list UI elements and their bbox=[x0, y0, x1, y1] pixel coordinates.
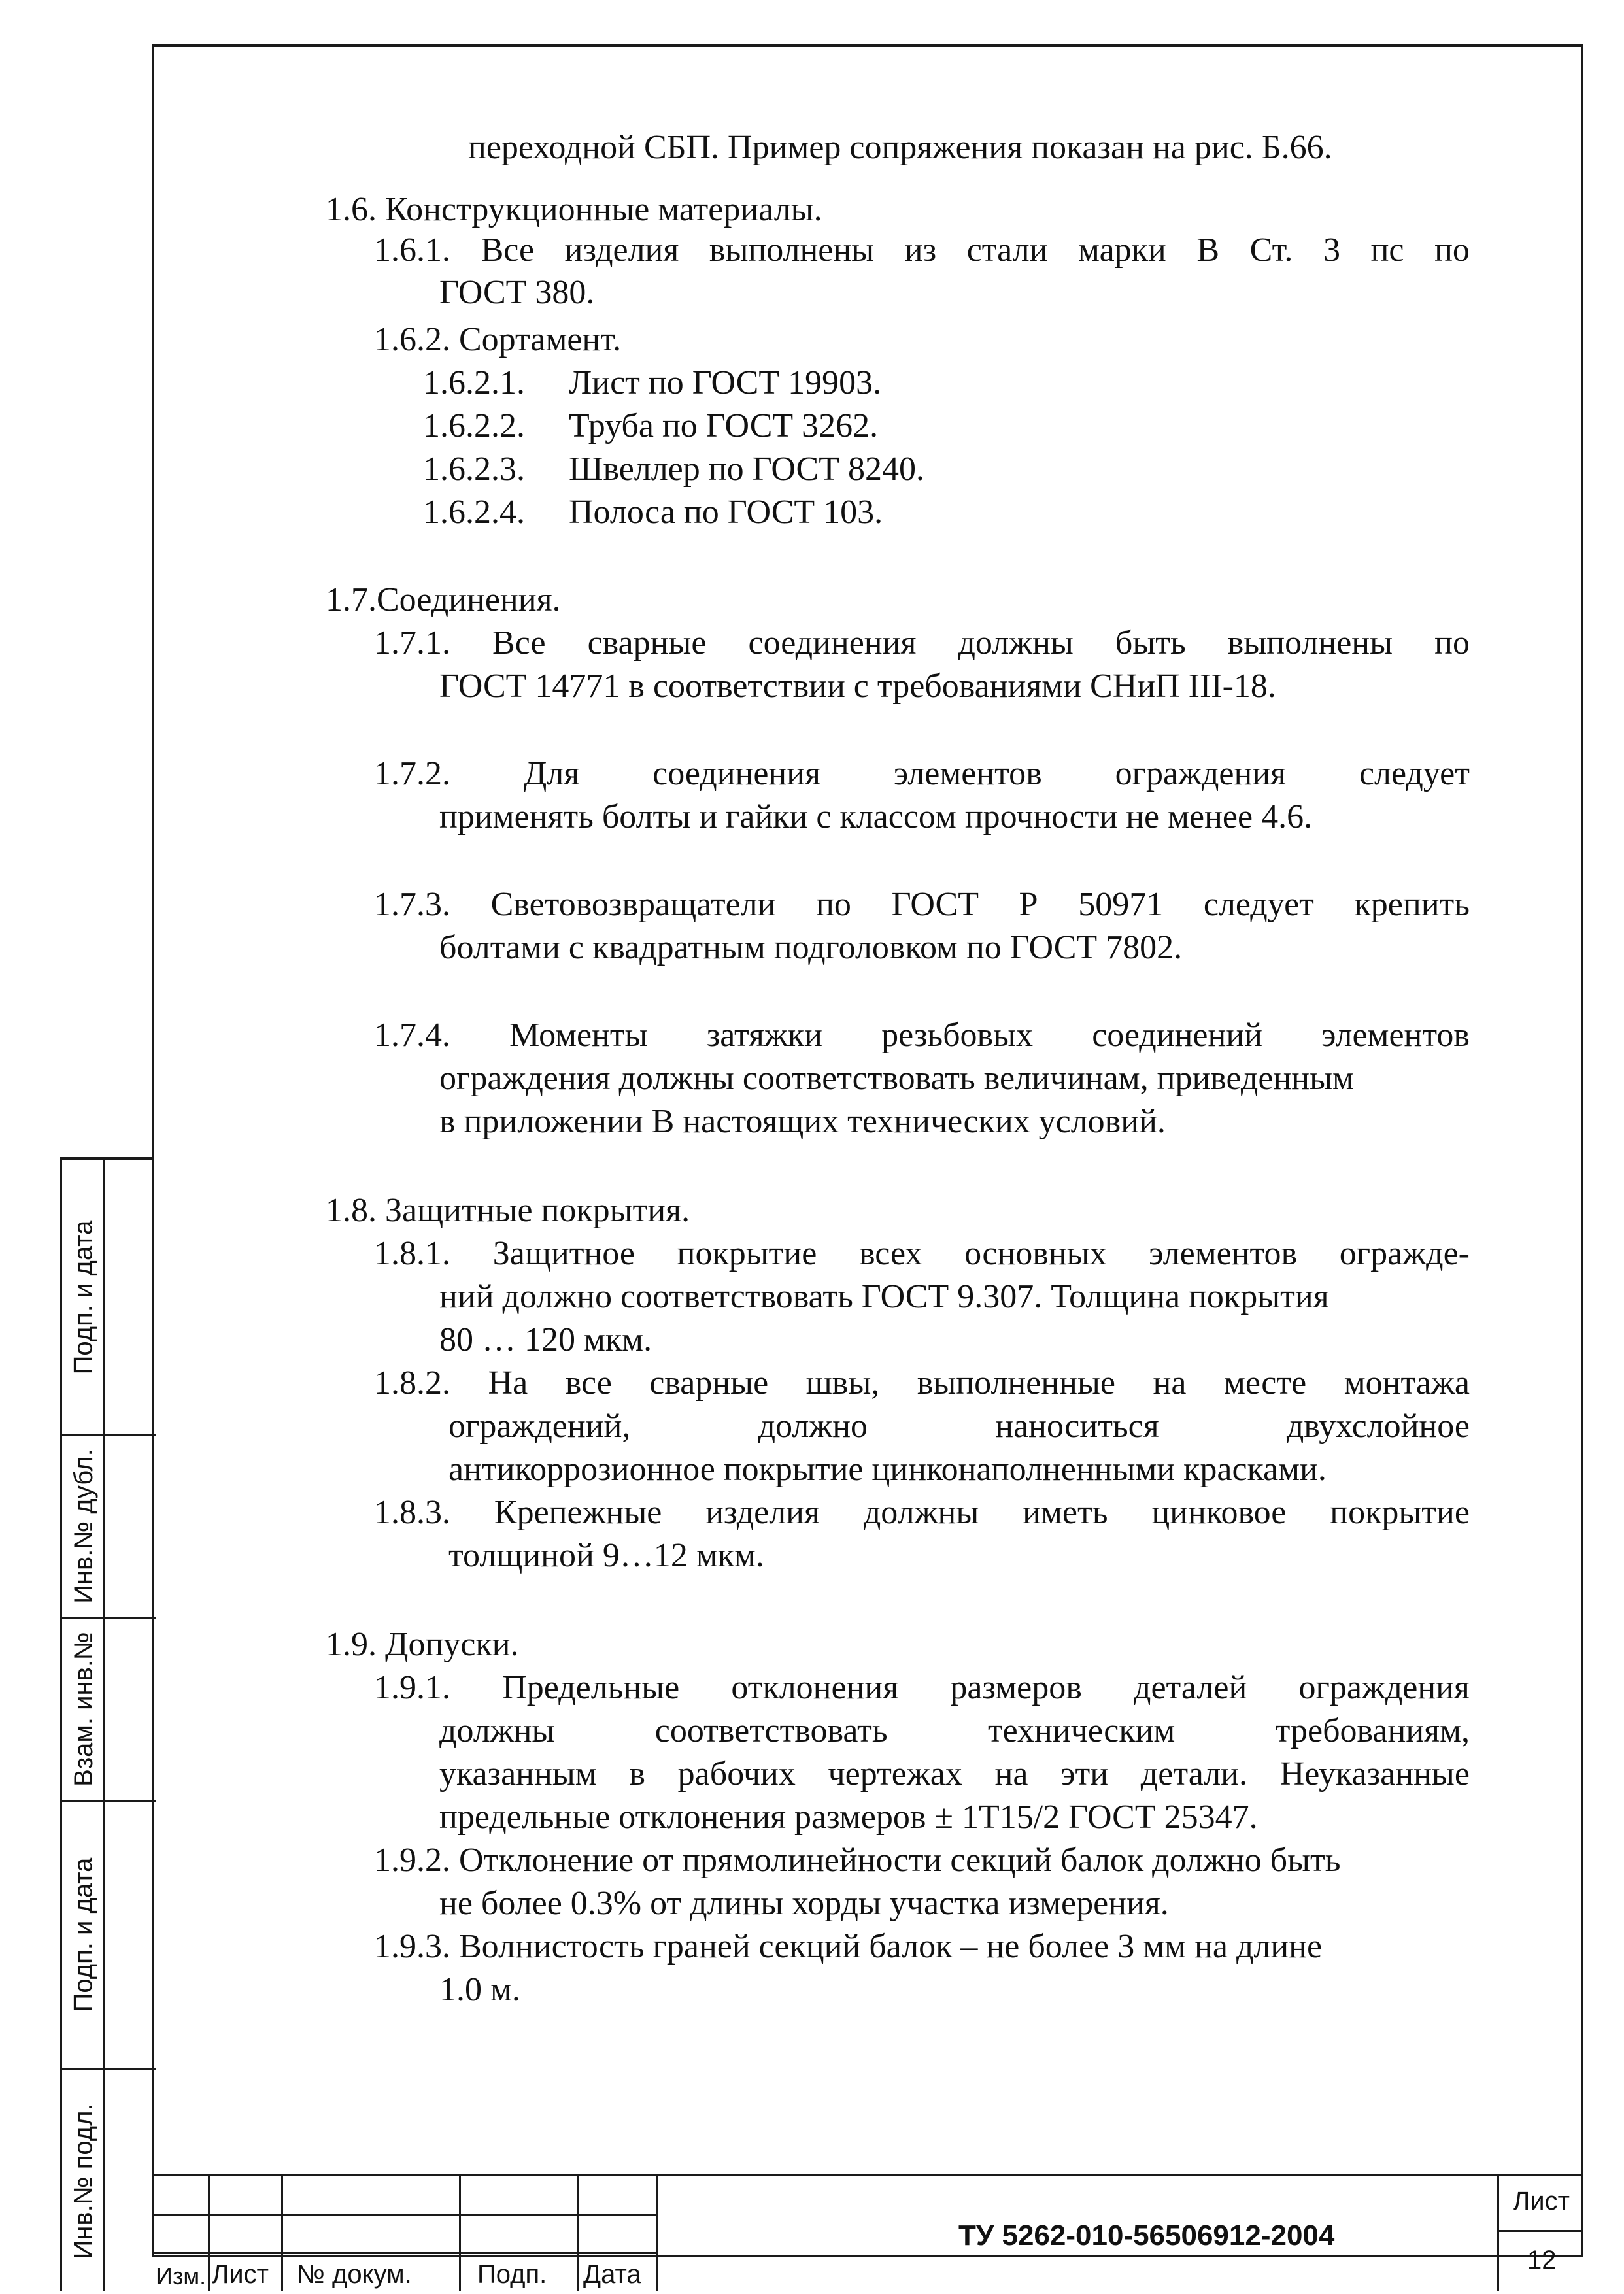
word: соединений bbox=[1092, 1017, 1262, 1054]
word: наноситься bbox=[995, 1408, 1159, 1445]
section-1-7-heading: 1.7.Соединения. bbox=[326, 581, 561, 618]
word: выполнены bbox=[1227, 624, 1393, 662]
section-1-9-heading: 1.9. Допуски. bbox=[326, 1626, 519, 1663]
word: швы, bbox=[805, 1364, 880, 1402]
title-block-rule bbox=[154, 2252, 656, 2254]
label-n-dokum: № докум. bbox=[297, 2260, 412, 2289]
word: 3 bbox=[1323, 231, 1340, 269]
word: должны bbox=[863, 1494, 979, 1531]
word: изделия bbox=[705, 1494, 820, 1531]
word: эти bbox=[1060, 1755, 1109, 1793]
word: ограждения bbox=[1115, 755, 1287, 792]
side-label-inv-podl: Инв.№ подл. bbox=[69, 2103, 98, 2259]
item-1-9-3-line-1: 1.9.3. Волнистость граней секций балок – не более 3 мм на длине bbox=[374, 1928, 1323, 1965]
label-izm: Изм. bbox=[156, 2263, 207, 2289]
title-block-col bbox=[577, 2176, 579, 2291]
word: в bbox=[629, 1755, 645, 1793]
section-1-8-heading: 1.8. Защитные покрытия. bbox=[326, 1192, 690, 1229]
item-1-8-1-line-1 bbox=[374, 1232, 1470, 1275]
word: 1.8.3. bbox=[374, 1494, 450, 1531]
word: 1.7.4. bbox=[374, 1017, 450, 1054]
word: Крепежные bbox=[494, 1494, 662, 1531]
title-block-col bbox=[1497, 2176, 1499, 2291]
word: чертежах bbox=[828, 1755, 962, 1793]
item-1-6-2-2-text: Труба по ГОСТ 3262. bbox=[569, 407, 879, 445]
word: детали. bbox=[1140, 1755, 1248, 1793]
item-1-9-1-line-2 bbox=[439, 1709, 1470, 1753]
word: Световозвращатели bbox=[490, 886, 776, 923]
word: быть bbox=[1115, 624, 1186, 662]
sheet-label: Лист bbox=[1513, 2187, 1570, 2216]
word: покрытие bbox=[677, 1235, 817, 1272]
word: на bbox=[994, 1755, 1028, 1793]
word: отклонения bbox=[731, 1669, 899, 1706]
item-1-6-1-line-1 bbox=[374, 228, 1470, 272]
item-1-6-2-4-number: 1.6.2.4. bbox=[423, 494, 525, 531]
word: пс bbox=[1370, 231, 1404, 269]
item-1-7-3-line-2: болтами с квадратным подголовком по ГОСТ 7802. bbox=[439, 929, 1183, 966]
word: требованиям, bbox=[1275, 1712, 1470, 1749]
word: элементов bbox=[893, 755, 1042, 792]
word: Предельные bbox=[502, 1669, 680, 1706]
word: ограждения bbox=[1298, 1669, 1470, 1706]
word: по bbox=[1434, 624, 1470, 662]
word: 1.6.1. bbox=[374, 231, 450, 269]
word: Ст. bbox=[1249, 231, 1293, 269]
word: указанным bbox=[439, 1755, 597, 1793]
word: размеров bbox=[950, 1669, 1082, 1706]
item-1-8-2-line-3: антикоррозионное покрытие цинконаполненными красками. bbox=[448, 1451, 1327, 1488]
word: марки bbox=[1078, 231, 1166, 269]
item-1-9-2-line-1: 1.9.2. Отклонение от прямолинейности секций балок должно быть bbox=[374, 1842, 1341, 1879]
item-1-6-2: 1.6.2. Сортамент. bbox=[374, 321, 622, 358]
word: 1.7.2. bbox=[374, 755, 450, 792]
word: должны bbox=[439, 1712, 555, 1749]
item-1-6-1-line-2: ГОСТ 380. bbox=[439, 274, 595, 311]
word: из bbox=[904, 231, 937, 269]
sheet-number: 12 bbox=[1527, 2246, 1557, 2274]
word: месте bbox=[1224, 1364, 1307, 1402]
word: монтажа bbox=[1344, 1364, 1470, 1402]
side-stamp bbox=[60, 1157, 154, 2291]
word: Все bbox=[481, 231, 535, 269]
word: Все bbox=[492, 624, 546, 662]
document-code: ТУ 5262-010-56506912-2004 bbox=[958, 2219, 1335, 2252]
item-1-9-1-line-1 bbox=[374, 1666, 1470, 1710]
item-1-8-3-line-1 bbox=[374, 1491, 1470, 1534]
item-1-7-4-line-3: в приложении В настоящих технических условий. bbox=[439, 1103, 1166, 1140]
word: по bbox=[816, 886, 851, 923]
word: 50971 bbox=[1078, 886, 1164, 923]
item-1-9-2-line-2: не более 0.3% от длины хорды участка измерения. bbox=[439, 1885, 1169, 1922]
item-1-9-1-line-3 bbox=[439, 1752, 1470, 1796]
word: основных bbox=[964, 1235, 1107, 1272]
item-1-7-2-line-2: применять болты и гайки с классом прочности не менее 4.6. bbox=[439, 798, 1313, 835]
word: следует bbox=[1359, 755, 1470, 792]
item-1-8-2-line-1 bbox=[374, 1361, 1470, 1405]
word: 1.9.1. bbox=[374, 1669, 450, 1706]
word: Неуказанные bbox=[1279, 1755, 1470, 1793]
word: Р bbox=[1019, 886, 1038, 923]
title-block-rule bbox=[1497, 2230, 1583, 2232]
side-label-podp-data-2: Подп. и дата bbox=[69, 1857, 98, 2012]
word: На bbox=[488, 1364, 528, 1402]
word: выполненные bbox=[917, 1364, 1115, 1402]
word: сварные bbox=[587, 624, 707, 662]
word: ГОСТ bbox=[891, 886, 979, 923]
word: 1.7.1. bbox=[374, 624, 450, 662]
word: стали bbox=[966, 231, 1048, 269]
word: огражде- bbox=[1339, 1235, 1470, 1272]
word: затяжки bbox=[706, 1017, 822, 1054]
title-block-col bbox=[208, 2176, 210, 2291]
word: техническим bbox=[987, 1712, 1176, 1749]
word: соединения bbox=[748, 624, 917, 662]
word: элементов bbox=[1321, 1017, 1470, 1054]
item-1-9-3-line-2: 1.0 м. bbox=[439, 1971, 520, 2008]
title-block bbox=[154, 2174, 1583, 2291]
item-1-7-1-line-2: ГОСТ 14771 в соответствии с требованиями СНиП III-18. bbox=[439, 667, 1276, 705]
word: 1.8.2. bbox=[374, 1364, 450, 1402]
item-1-8-1-line-3: 80 … 120 мкм. bbox=[439, 1321, 652, 1358]
word: Моменты bbox=[509, 1017, 648, 1054]
word: все bbox=[565, 1364, 612, 1402]
word: Защитное bbox=[492, 1235, 635, 1272]
word: крепить bbox=[1354, 886, 1470, 923]
item-1-7-1-line-1 bbox=[374, 621, 1470, 665]
word: В bbox=[1196, 231, 1220, 269]
word: должны bbox=[958, 624, 1074, 662]
word: всех bbox=[859, 1235, 922, 1272]
title-block-col bbox=[656, 2176, 658, 2291]
word: на bbox=[1153, 1364, 1187, 1402]
word: элементов bbox=[1149, 1235, 1298, 1272]
word: 1.8.1. bbox=[374, 1235, 450, 1272]
item-1-7-4-line-2: ограждения должны соответствовать величинам, приведенным bbox=[439, 1060, 1354, 1097]
word: соответствовать bbox=[654, 1712, 888, 1749]
word: резьбовых bbox=[881, 1017, 1034, 1054]
item-1-6-2-3-text: Швеллер по ГОСТ 8240. bbox=[569, 450, 924, 488]
intro-line: переходной СБП. Пример сопряжения показан на рис. Б.66. bbox=[468, 129, 1332, 166]
item-1-8-2-line-2 bbox=[448, 1404, 1470, 1448]
word: 1.7.3. bbox=[374, 886, 450, 923]
side-label-inv-dubl: Инв.№ дубл. bbox=[69, 1448, 98, 1604]
side-label-vzam-inv: Взам. инв.№ bbox=[69, 1631, 98, 1787]
item-1-7-2-line-1 bbox=[374, 752, 1470, 796]
side-stamp-divider bbox=[103, 1160, 105, 2291]
word: следует bbox=[1203, 886, 1314, 923]
side-label-podp-data-1: Подп. и дата bbox=[69, 1220, 98, 1374]
word: изделия bbox=[564, 231, 679, 269]
item-1-7-3-line-1 bbox=[374, 883, 1470, 926]
word: Для bbox=[523, 755, 580, 792]
word: должно bbox=[758, 1408, 868, 1445]
title-block-col bbox=[281, 2176, 283, 2291]
word: двухслойное bbox=[1286, 1408, 1470, 1445]
item-1-8-1-line-2: ний должно соответствовать ГОСТ 9.307. Толщина покрытия bbox=[439, 1278, 1329, 1315]
word: сварные bbox=[649, 1364, 769, 1402]
word: иметь bbox=[1023, 1494, 1108, 1531]
item-1-8-3-line-2: толщиной 9…12 мкм. bbox=[448, 1537, 764, 1574]
word: соединения bbox=[652, 755, 821, 792]
label-podp: Подп. bbox=[477, 2260, 547, 2289]
item-1-6-2-1-number: 1.6.2.1. bbox=[423, 364, 525, 401]
item-1-6-2-3-number: 1.6.2.3. bbox=[423, 450, 525, 488]
title-block-rule bbox=[154, 2214, 656, 2216]
word: по bbox=[1434, 231, 1470, 269]
word: выполнены bbox=[709, 231, 875, 269]
section-1-6-heading: 1.6. Конструкционные материалы. bbox=[326, 191, 822, 228]
word: деталей bbox=[1133, 1669, 1247, 1706]
item-1-9-1-line-4: предельные отклонения размеров ± 1T15/2 ГОСТ 25347. bbox=[439, 1798, 1258, 1836]
item-1-7-4-line-1 bbox=[374, 1013, 1470, 1057]
word: цинковое bbox=[1151, 1494, 1287, 1531]
label-data: Дата bbox=[583, 2260, 641, 2289]
label-list: Лист bbox=[212, 2260, 269, 2289]
item-1-6-2-1-text: Лист по ГОСТ 19903. bbox=[569, 364, 882, 401]
title-block-col bbox=[459, 2176, 461, 2291]
item-1-6-2-2-number: 1.6.2.2. bbox=[423, 407, 525, 445]
item-1-6-2-4-text: Полоса по ГОСТ 103. bbox=[569, 494, 883, 531]
word: покрытие bbox=[1330, 1494, 1470, 1531]
word: рабочих bbox=[677, 1755, 796, 1793]
word: ограждений, bbox=[448, 1408, 631, 1445]
